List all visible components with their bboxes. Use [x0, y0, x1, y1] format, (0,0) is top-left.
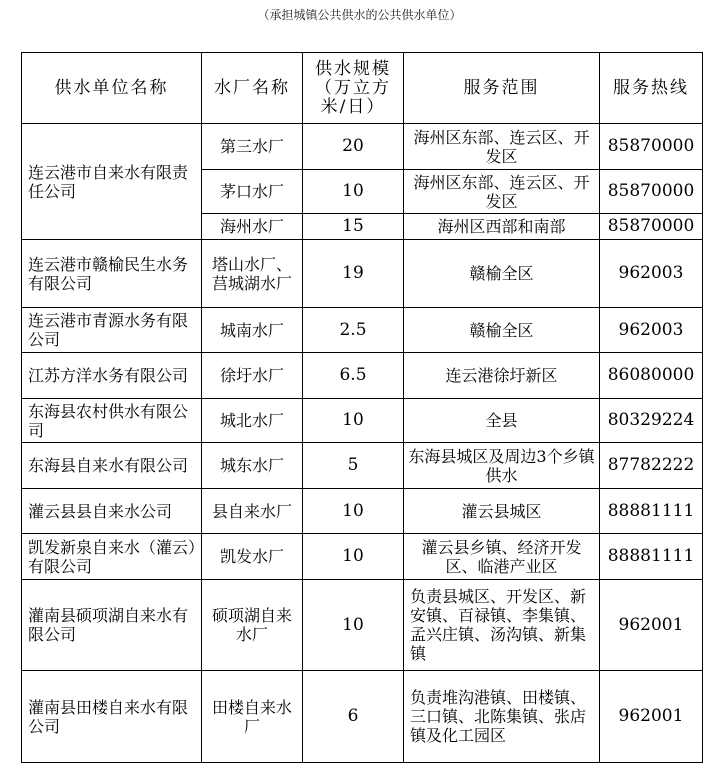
unit-name-cell: 灌云县县自来水公司	[22, 489, 202, 534]
scale-cell: 10	[303, 399, 404, 443]
plant-cell: 城南水厂	[202, 308, 303, 353]
area-cell: 灌云县乡镇、经济开发区、临港产业区	[404, 534, 600, 580]
hotline-cell: 88881111	[600, 489, 703, 534]
hotline-cell: 88881111	[600, 534, 703, 580]
table-row	[22, 240, 703, 308]
unit-name-cell: 连云港市自来水有限责任公司	[22, 124, 202, 240]
scale-cell: 10	[303, 580, 404, 671]
plant-cell: 塔山水厂、莒城湖水厂	[202, 240, 303, 308]
table-row	[22, 443, 703, 489]
hotline-cell: 962003	[600, 240, 703, 308]
unit-name-cell: 东海县农村供水有限公司	[22, 399, 202, 443]
scale-cell: 6	[303, 671, 404, 763]
area-cell: 海州区东部、连云区、开发区	[404, 170, 600, 214]
table-row	[22, 399, 703, 443]
header-hotline: 服务热线	[600, 53, 703, 124]
area-cell: 负责县城区、开发区、新安镇、百禄镇、李集镇、孟兴庄镇、汤沟镇、新集镇	[404, 580, 600, 671]
area-cell: 赣榆全区	[404, 240, 600, 308]
table-row	[22, 489, 703, 534]
plant-cell: 硕项湖自来水厂	[202, 580, 303, 671]
plant-cell: 第三水厂	[202, 124, 303, 170]
table-row	[22, 124, 703, 170]
unit-name-cell: 灌南县硕项湖自来水有限公司	[22, 580, 202, 671]
plant-cell: 城北水厂	[202, 399, 303, 443]
hotline-cell: 962003	[600, 308, 703, 353]
water-supply-table	[21, 52, 703, 763]
unit-name-cell: 连云港市青源水务有限公司	[22, 308, 202, 353]
hotline-cell: 962001	[600, 580, 703, 671]
scale-cell: 19	[303, 240, 404, 308]
scale-cell: 10	[303, 170, 404, 214]
table-row	[22, 534, 703, 580]
scale-cell: 15	[303, 214, 404, 240]
scale-cell: 5	[303, 443, 404, 489]
scale-cell: 10	[303, 489, 404, 534]
table-row	[22, 308, 703, 353]
header-row	[22, 53, 703, 124]
hotline-cell: 962001	[600, 671, 703, 763]
hotline-cell: 87782222	[600, 443, 703, 489]
area-cell: 东海县城区及周边3个乡镇供水	[404, 443, 600, 489]
table-row	[22, 580, 703, 671]
scale-cell: 20	[303, 124, 404, 170]
plant-cell: 田楼自来水厂	[202, 671, 303, 763]
area-cell: 负责堆沟港镇、田楼镇、三口镇、北陈集镇、张店镇及化工园区	[404, 671, 600, 763]
unit-name-cell: 凯发新泉自来水（灌云）有限公司	[22, 534, 202, 580]
area-cell: 连云港徐圩新区	[404, 353, 600, 399]
area-cell: 全县	[404, 399, 600, 443]
area-cell: 海州区西部和南部	[404, 214, 600, 240]
hotline-cell: 85870000	[600, 170, 703, 214]
table-row	[22, 353, 703, 399]
plant-cell: 凯发水厂	[202, 534, 303, 580]
plant-cell: 茅口水厂	[202, 170, 303, 214]
unit-name-cell: 江苏方洋水务有限公司	[22, 353, 202, 399]
header-area: 服务范围	[404, 53, 600, 124]
hotline-cell: 80329224	[600, 399, 703, 443]
scale-cell: 6.5	[303, 353, 404, 399]
plant-cell: 海州水厂	[202, 214, 303, 240]
area-cell: 赣榆全区	[404, 308, 600, 353]
header-plant: 水厂名称	[202, 53, 303, 124]
header-scale: 供水规模（万立方米/日）	[303, 53, 404, 124]
header-unit: 供水单位名称	[22, 53, 202, 124]
area-cell: 灌云县城区	[404, 489, 600, 534]
hotline-cell: 85870000	[600, 214, 703, 240]
plant-cell: 徐圩水厂	[202, 353, 303, 399]
hotline-cell: 86080000	[600, 353, 703, 399]
plant-cell: 县自来水厂	[202, 489, 303, 534]
unit-name-cell: 东海县自来水有限公司	[22, 443, 202, 489]
hotline-cell: 85870000	[600, 124, 703, 170]
scale-cell: 2.5	[303, 308, 404, 353]
plant-cell: 城东水厂	[202, 443, 303, 489]
table-caption: （承担城镇公共供水的公共供水单位）	[257, 8, 462, 22]
table-row	[22, 671, 703, 763]
unit-name-cell: 连云港市赣榆民生水务有限公司	[22, 240, 202, 308]
area-cell: 海州区东部、连云区、开发区	[404, 124, 600, 170]
unit-name-cell: 灌南县田楼自来水有限公司	[22, 671, 202, 763]
scale-cell: 10	[303, 534, 404, 580]
